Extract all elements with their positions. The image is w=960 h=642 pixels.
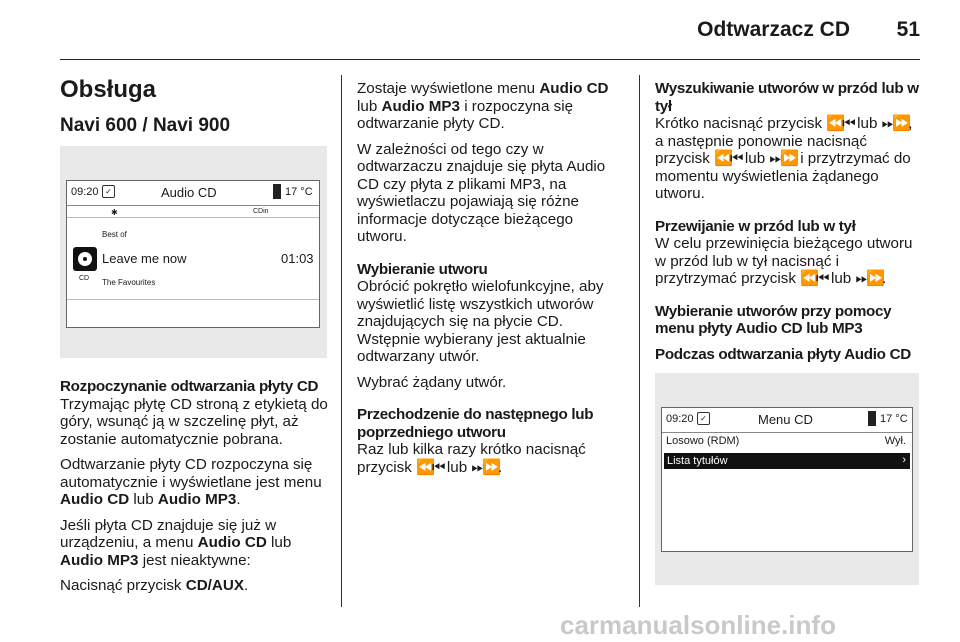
column-3 [655,80,923,363]
watermark: carmanualsonline.info [560,610,836,640]
heading-next-previous: Przechodzenie do następnego lub poprzedniego utworu [357,406,594,441]
chevron-right-icon: › [902,454,906,466]
skip-forward-icon: ⏭⏩ [855,270,883,287]
thermometer-icon [868,411,876,426]
track-time: 01:03 [281,251,314,266]
column-1 [60,76,328,138]
column-divider-1 [341,75,342,607]
display-status-bar [67,181,319,206]
paragraph: Jeśli płyta CD znajduje się już w urządzeniu, a menu Audio CD lub Audio MP3 jest nieaktywne: [60,516,292,569]
divider [67,299,319,300]
menu-cd-display [661,407,913,552]
heading-select-track: Wybieranie utworu [357,260,488,278]
paragraph: Obrócić pokrętło wielofunkcyjne, aby wyświetlić listę wszystkich utworów znajdujących się na płycie CD. Wstępnie wybierany jest aktualnie odtwarzany utwór. [357,278,604,365]
skip-back-icon: ⏪⏮ [826,115,853,132]
skip-forward-icon: ⏭⏩ [769,150,796,167]
display-title: Audio CD [161,185,217,200]
thermometer-icon [273,184,281,199]
source-label: CDin [253,208,269,215]
heading-search: Wyszukiwanie utworów w przód lub w tył [655,80,919,115]
clock: 09:20 [666,413,694,425]
menu-item-shuffle-label: Losowo (RDM) [666,435,740,447]
temperature: 17 °C [285,186,313,198]
album-line: Best of [102,230,127,239]
skip-back-icon: ⏪⏮ [416,458,443,476]
skip-back-icon: ⏪⏮ [714,150,741,167]
menu-item-shuffle-value: Wył. [884,435,906,447]
clock: 09:20 [71,186,99,198]
heading-menu-select: Wybieranie utworów przy pomocy menu płyty Audio CD lub MP3 [655,302,892,337]
section-title: Obsługa [60,76,157,103]
paragraph: Raz lub kilka razy krótko nacisnąć przycisk ⏪⏮ lub ⏭⏩. [357,441,586,476]
paragraph: Odtwarzanie płyty CD rozpoczyna się automatycznie i wyświetlane jest menu Audio CD lub Audio MP3. [60,456,322,508]
menu-cd-screen-image [655,373,919,585]
skip-forward-icon: ⏭⏩ [471,458,498,476]
paragraph: Nacisnąć przycisk CD/AUX. [60,577,249,594]
nav-icon: ✓ [102,185,115,198]
subsection-title: Navi 600 / Navi 900 [60,115,231,136]
page-number: 51 [896,18,920,41]
paragraph: W celu przewinięcia bieżącego utworu w przód lub w tył nacisnąć i przytrzymać przycisk ⏪⏮ lub ⏭⏩. [655,235,913,287]
menu-item-track-list [664,453,910,469]
heading-start-cd: Rozpoczynanie odtwarzania płyty CD [60,378,319,395]
nav-icon: ✓ [697,412,710,425]
skip-back-icon: ⏪⏮ [800,270,827,287]
paragraph: Zostaje wyświetlone menu Audio CD lub Audio MP3 i rozpoczyna się odtwarzanie płyty CD. [357,80,609,132]
paragraph: W zależności od tego czy w odtwarzaczu znajduje się płyta Audio CD czy płyta z plikami MP3, na wyświetlaczu pojawiają się różne informacje dotyczące bieżącego utworu. [357,140,606,245]
display-status-bar [662,408,912,433]
track-title: Leave me now [102,251,187,266]
heading-during-audio-cd: Podczas odtwarzania płyty Audio CD [655,345,911,363]
heading-fast-forward: Przewijanie w przód lub w tył [655,217,856,235]
bluetooth-icon: ✱ [111,208,118,217]
column-1-text [60,378,328,603]
audio-cd-display [66,180,320,328]
skip-forward-icon: ⏭⏩ [881,115,909,132]
temperature: 17 °C [880,413,908,425]
artist-line: The Favourites [102,278,156,287]
column-divider-2 [639,75,640,607]
column-2 [357,80,627,484]
paragraph: Trzymając płytę CD stroną z etykietą do góry, wsunąć ją w szczelinę płyt, aż zostanie automatycznie pobrana. [60,395,328,448]
display-title: Menu CD [758,412,813,427]
paragraph: Krótko nacisnąć przycisk ⏪⏮ lub ⏭⏩, a następnie ponownie nacisnąć przycisk ⏪⏮ lub ⏭⏩ i przytrzymać do momentu wyświetlenia żądanego utworu. [655,115,913,202]
menu-item-track-list-label: Lista tytułów [667,455,728,467]
cd-icon [73,247,97,271]
paragraph: Wybrać żądany utwór. [357,373,507,391]
cd-label: CD [79,275,90,282]
audio-cd-screen-image [60,146,327,358]
divider [67,217,319,218]
header-rule [60,59,920,60]
header-title: Odtwarzacz CD [697,18,850,41]
